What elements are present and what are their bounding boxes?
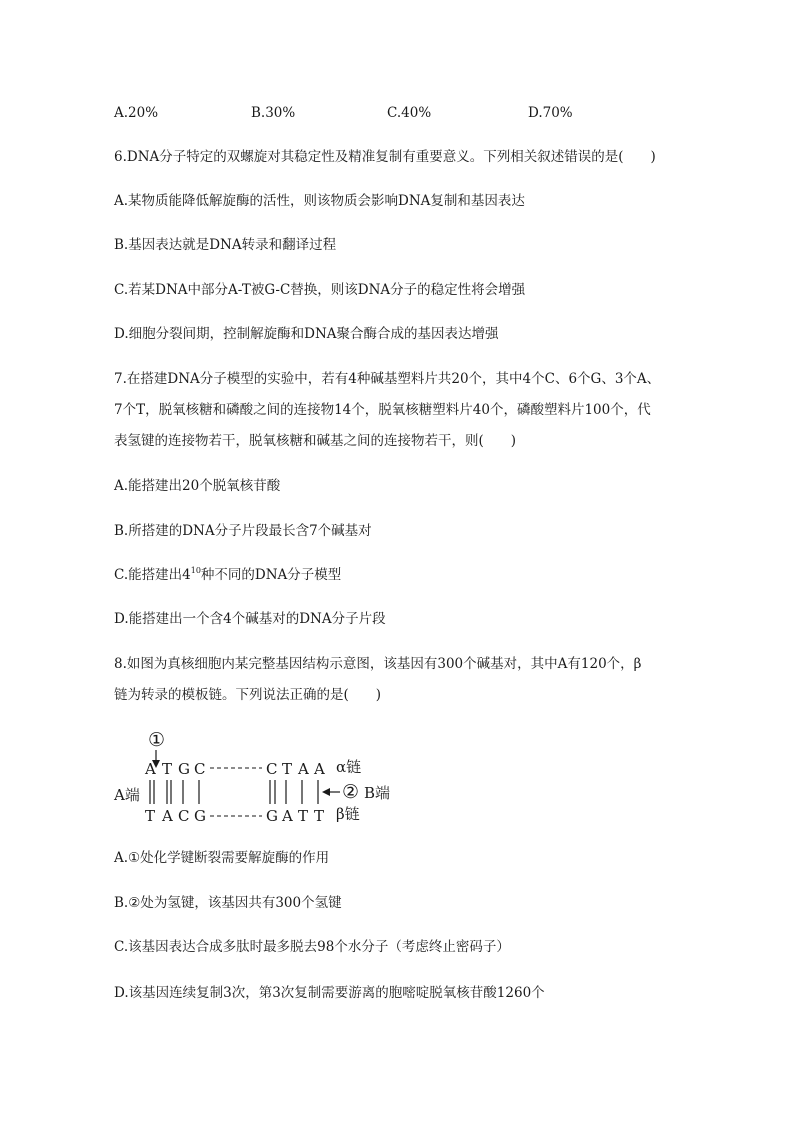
q6-stem: 6.DNA分子特定的双螺旋对其稳定性及精准复制有重要意义。下列相关叙述错误的是( ) bbox=[114, 149, 656, 165]
marker-2-arrowhead bbox=[322, 788, 330, 796]
q5-option-c: C.40% bbox=[387, 105, 432, 121]
q6-option-a: A.某物质能降低解旋酶的活性，则该物质会影响DNA复制和基因表达 bbox=[114, 193, 525, 209]
q8-option-d: D.该基因连续复制3次，第3次复制需要游离的胞嘧啶脱氧核苷酸1260个 bbox=[114, 985, 545, 1001]
q6-option-d: D.细胞分裂间期，控制解旋酶和DNA聚合酶合成的基因表达增强 bbox=[114, 326, 499, 342]
top-base-4: C bbox=[194, 760, 206, 778]
q8-option-a: A.①处化学键断裂需要解旋酶的作用 bbox=[114, 850, 330, 866]
q8-option-b: B.②处为氢键，该基因共有300个氢键 bbox=[114, 895, 342, 911]
top-base-5: C bbox=[266, 760, 278, 778]
q7-stem-line-2: 7个T，脱氧核糖和磷酸之间的连接物14个，脱氧核糖塑料片40个，磷酸塑料片100个，代 bbox=[114, 402, 651, 418]
marker-2-label: ② bbox=[342, 781, 360, 803]
top-base-1: A bbox=[145, 760, 156, 778]
top-base-7: A bbox=[298, 760, 309, 778]
q7-option-c-exponent: 10 bbox=[190, 566, 201, 575]
q6-option-b: B.基因表达就是DNA转录和翻译过程 bbox=[114, 237, 337, 253]
bottom-base-2: A bbox=[162, 807, 173, 825]
bottom-base-6: A bbox=[282, 807, 293, 825]
alpha-strand-label: α链 bbox=[336, 758, 362, 776]
base-pair-bonds bbox=[150, 780, 318, 804]
q5-option-d: D.70% bbox=[528, 105, 573, 121]
marker-1-label: ① bbox=[148, 729, 166, 751]
q7-option-b: B.所搭建的DNA分子片段最长含7个碱基对 bbox=[114, 523, 372, 539]
q7-stem-line-3: 表氢键的连接物若干，脱氧核糖和碱基之间的连接物若干，则( ) bbox=[114, 433, 517, 449]
q5-option-b: B.30% bbox=[251, 105, 296, 121]
q5-option-a: A.20% bbox=[114, 105, 159, 121]
top-base-3: G bbox=[178, 760, 190, 778]
dna-gene-diagram bbox=[100, 722, 420, 832]
q8-option-c: C.该基因表达合成多肽时最多脱去98个水分子（考虑终止密码子） bbox=[114, 939, 510, 955]
bottom-base-3: C bbox=[178, 807, 190, 825]
right-end-label: B端 bbox=[364, 784, 391, 802]
bottom-base-8: T bbox=[314, 807, 325, 825]
q8-stem-line-1: 8.如图为真核细胞内某完整基因结构示意图，该基因有300个碱基对，其中A有120个，β bbox=[114, 656, 642, 672]
bottom-base-7: T bbox=[298, 807, 309, 825]
top-base-8: A bbox=[314, 760, 325, 778]
q6-option-c: C.若某DNA中部分A-T被G-C替换，则该DNA分子的稳定性将会增强 bbox=[114, 282, 526, 298]
q8-stem-line-2: 链为转录的模板链。下列说法正确的是( ) bbox=[114, 687, 382, 703]
beta-strand-label: β链 bbox=[336, 805, 360, 823]
q7-stem-line-1: 7.在搭建DNA分子模型的实验中，若有4种碱基塑料片共20个，其中4个C、6个G、3个A、 bbox=[114, 371, 661, 387]
top-base-6: T bbox=[282, 760, 293, 778]
top-base-2: T bbox=[162, 760, 173, 778]
q7-option-c bbox=[114, 566, 341, 584]
bottom-base-1: T bbox=[145, 807, 156, 825]
q7-option-a: A.能搭建出20个脱氧核苷酸 bbox=[114, 478, 281, 494]
q7-option-c-prefix: C.能搭建出4 bbox=[114, 567, 191, 583]
q7-option-d: D.能搭建出一个含4个碱基对的DNA分子片段 bbox=[114, 611, 386, 627]
left-end-label: A端 bbox=[114, 786, 140, 804]
q7-option-c-suffix: 种不同的DNA分子模型 bbox=[200, 567, 342, 583]
bottom-base-5: G bbox=[266, 807, 278, 825]
bottom-base-4: G bbox=[194, 807, 206, 825]
